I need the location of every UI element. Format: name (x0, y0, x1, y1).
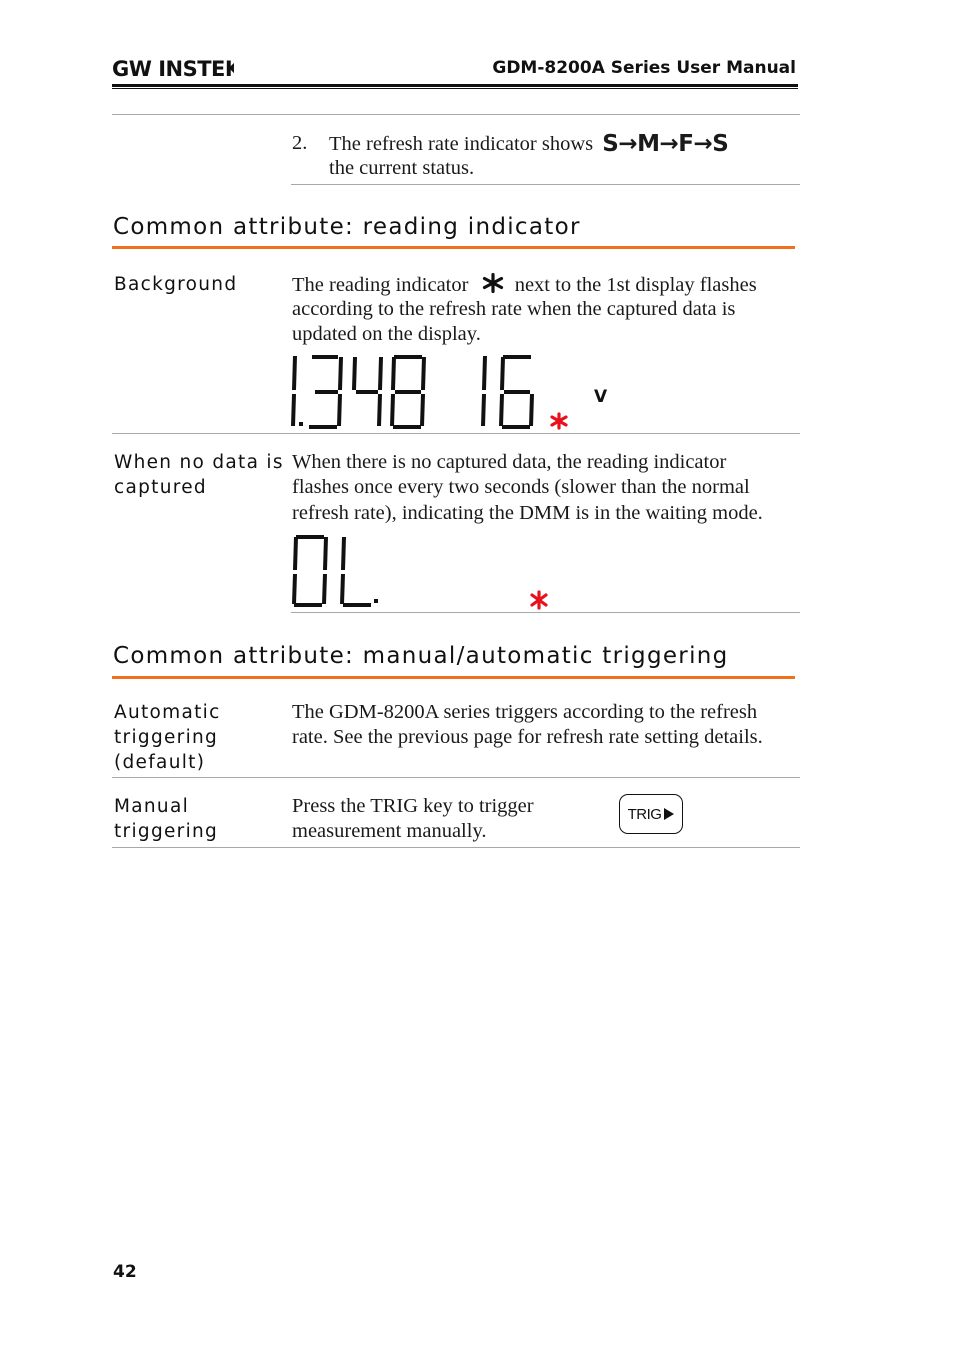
step-text-line1 (329, 131, 728, 158)
row-label-manual-line2: triggering (114, 821, 219, 842)
lcd-digits-svg (288, 352, 618, 432)
step-text: The refresh rate indicator shows (329, 133, 594, 155)
background-text: next to the 1st display flashes (514, 274, 757, 296)
background-text-line3: updated on the display. (292, 323, 481, 345)
page-number: 42 (113, 1262, 137, 1282)
section-rule (112, 246, 795, 249)
divider (291, 612, 800, 613)
manual-text-line2: measurement manually. (292, 820, 487, 842)
lcd-ol-svg (288, 532, 558, 612)
refresh-rate-sequence: S→M→F→S (602, 131, 729, 157)
header-rule-thick (112, 84, 798, 87)
step-number: 2. (292, 132, 308, 154)
row-label-auto-line2: triggering (114, 727, 219, 748)
row-label-auto-line3: (default) (114, 752, 206, 773)
background-text: The reading indicator (292, 274, 469, 296)
row-label-auto-line1: Automatic (114, 702, 221, 723)
decimal-point (299, 422, 303, 426)
divider (112, 777, 800, 778)
background-text-line2: according to the refresh rate when the captured data is (292, 298, 736, 320)
background-text-line1 (292, 271, 757, 299)
row-label-no-data-line1: When no data is (114, 452, 284, 473)
no-data-text-line2: flashes once every two seconds (slower than the normal (292, 476, 750, 498)
play-triangle-icon (664, 808, 674, 820)
brand-logo (112, 56, 234, 80)
auto-text-line2: rate. See the previous page for refresh rate setting details. (292, 726, 763, 748)
logo-text: GW INSTEK (112, 57, 234, 80)
trig-key-button (619, 794, 683, 834)
row-label-no-data-line2: captured (114, 477, 207, 498)
row-label-background: Background (114, 274, 238, 295)
section-rule (112, 676, 795, 679)
unit-label: V (594, 387, 608, 407)
divider (291, 184, 800, 185)
reading-indicator-icon (552, 414, 566, 428)
section-heading-reading-indicator: Common attribute: reading indicator (113, 214, 581, 240)
lcd-display-overload (288, 532, 558, 612)
lcd-display-reading (288, 352, 618, 432)
header-rule-thin (112, 88, 798, 89)
manual-title: GDM-8200A Series User Manual (492, 58, 796, 78)
trig-key-label: TRIG (627, 805, 662, 823)
manual-text-line1: Press the TRIG key to trigger (292, 795, 534, 817)
decimal-point (374, 599, 378, 603)
divider (112, 433, 800, 434)
section-heading-triggering: Common attribute: manual/automatic triggering (113, 643, 729, 669)
reading-indicator-icon (532, 592, 546, 608)
divider (112, 847, 800, 848)
no-data-text-line3: refresh rate), indicating the DMM is in the waiting mode. (292, 502, 763, 524)
row-label-manual-line1: Manual (114, 796, 190, 817)
step-text-line2: the current status. (329, 157, 475, 179)
divider (112, 114, 800, 115)
auto-text-line1: The GDM-8200A series triggers according to the refresh (292, 701, 758, 723)
no-data-text-line1: When there is no captured data, the reading indicator (292, 451, 727, 473)
asterisk-icon (482, 273, 504, 293)
